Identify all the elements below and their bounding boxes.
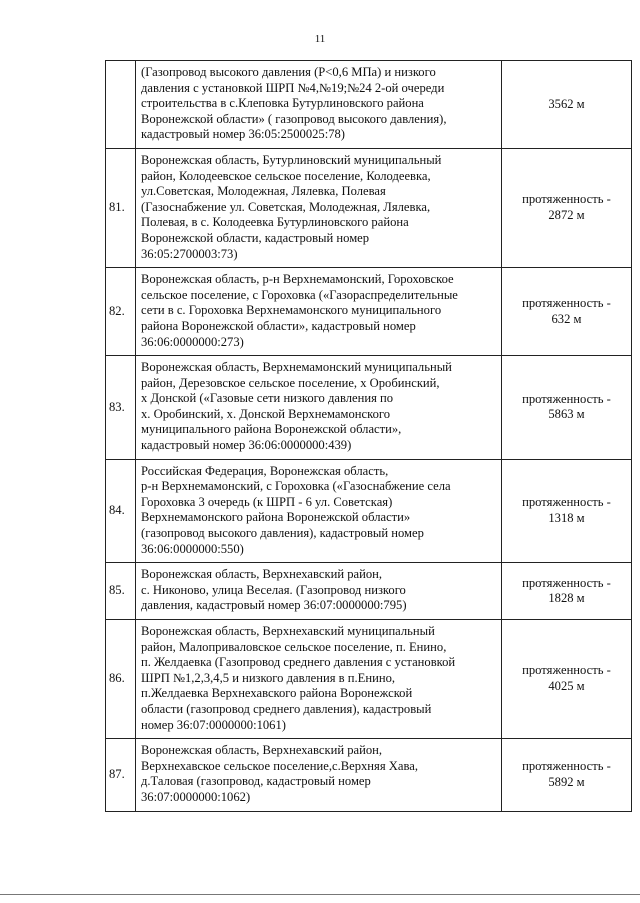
page-number: 11 [314,33,326,45]
row-description: Воронежская область, р-н Верхнемамонский, Гороховское сельское поселение, с Гороховка («Газораспределительные сети в с. Гороховка Верхнемамонского муниципального района Воронежской области», кадастровый номер 36:06:0000000:273) [136,268,502,356]
table-row [106,459,632,563]
row-length: протяженность - 632 м [502,268,632,356]
table-row [106,148,632,267]
row-length: протяженность - 1318 м [502,459,632,563]
row-number [106,61,136,149]
row-number: 82. [106,268,136,356]
table-row [106,356,632,460]
row-length: протяженность - 5863 м [502,356,632,460]
table-row [106,739,632,811]
row-number: 83. [106,356,136,460]
row-number: 85. [106,563,136,620]
table-row [106,61,632,149]
registry-table [105,60,632,812]
table-row [106,563,632,620]
page-bottom-divider [0,894,640,895]
row-description: Воронежская область, Верхнемамонский муниципальный район, Дерезовское сельское поселение, х Оробинский, х Донской («Газовые сети низкого давления по х. Оробинский, х. Донской Верхнемамонского муниципального района Воронежской области», кадастровый номер 36:06:0000000:439) [136,356,502,460]
row-length: протяженность - 1828 м [502,563,632,620]
row-description: Воронежская область, Верхнехавский район, с. Никоново, улица Веселая. (Газопровод низкого давления, кадастровый номер 36:07:0000000:795) [136,563,502,620]
table-row [106,268,632,356]
row-description: Воронежская область, Бутурлиновский муниципальный район, Колодеевское сельское поселение, Колодеевка, ул.Советская, Молодежная, Лялевка, Полевая (Газоснабжение ул. Советская, Молодежная, Лялевка, Полевая, в с. Колодеевка Бутурлиновского района Воронежской области, кадастровый номер 36:05:2700003:73) [136,148,502,267]
row-description: Воронежская область, Верхнехавский район, Верхнехавское сельское поселение,с.Верхняя Хава, д.Таловая (газопровод, кадастровый номер 36:07:0000000:1062) [136,739,502,811]
row-number: 84. [106,459,136,563]
row-length: протяженность - 5892 м [502,739,632,811]
row-number: 81. [106,148,136,267]
table-row [106,620,632,739]
row-number: 86. [106,620,136,739]
row-length: 3562 м [502,61,632,149]
row-length: протяженность - 4025 м [502,620,632,739]
row-description: Воронежская область, Верхнехавский муниципальный район, Малоприваловское сельское поселение, п. Енино, п. Желдаевка (Газопровод среднего давления с установкой ШРП №1,2,3,4,5 и низкого давления в п.Енино, п.Желдаевка Верхнехавского района Воронежской области (газопровод среднего давления), кадастровый номер 36:07:0000000:1061) [136,620,502,739]
row-number: 87. [106,739,136,811]
row-description: (Газопровод высокого давления (Р<0,6 МПа) и низкого давления с установкой ШРП №4,№19;№24 2-ой очереди строительства в с.Клеповка Бутурлиновского района Воронежской области» ( газопровод высокого давления), кадастровый номер 36:05:2500025:78) [136,61,502,149]
row-length: протяженность - 2872 м [502,148,632,267]
row-description: Российская Федерация, Воронежская область, р-н Верхнемамонский, с Гороховка («Газоснабжение села Гороховка 3 очередь (к ШРП - 6 ул. Советская) Верхнемамонского района Воронежской области» (газопровод высокого давления), кадастровый номер 36:06:0000000:550) [136,459,502,563]
